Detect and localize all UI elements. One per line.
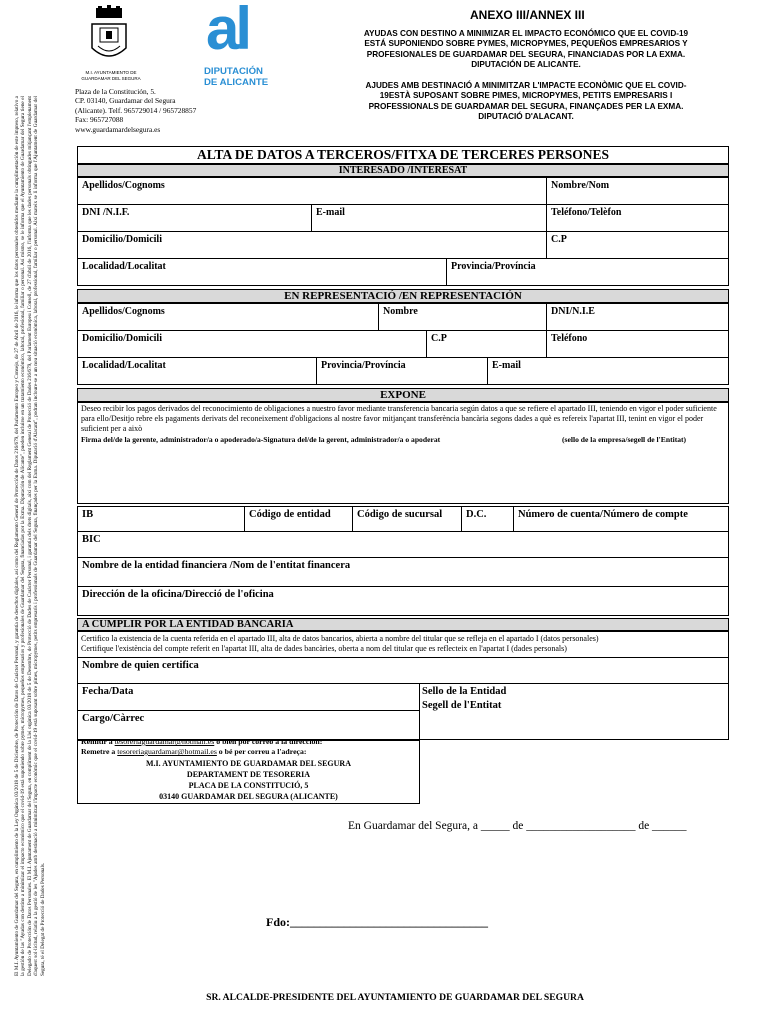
diputacion-logo: al	[206, 0, 249, 62]
address-block	[75, 87, 196, 134]
cumplir-header: A CUMPLIR POR LA ENTIDAD BANCARIA	[77, 618, 729, 631]
title-es: AYUDAS CON DESTINO A MINIMIZAR EL IMPACTO ECONÓMICO QUE EL COVID-19 ESTÁ SUPONIENDO SOBRE PYMES, MICROPYMES, PEQUEÑOS EMPRESARIOS Y PROFESIONALES DE GUARDAMAR DEL SEGURA, FINANCIADAS POR LA EXMA. DIPUTACIÓN DE ALICANTE.	[363, 29, 689, 70]
bank-direccion-field[interactable]: Dirección de la oficina/Direcció de l'oficina	[77, 586, 729, 616]
address-line: Plaza de la Constitución, 5.	[75, 87, 156, 96]
bank-cuenta-field[interactable]: Número de cuenta/Número de compte	[513, 506, 729, 532]
diputacion-name-1: DIPUTACIÓN	[204, 66, 263, 77]
interesado-dni-field[interactable]: DNI /N.I.F.	[77, 204, 312, 232]
cumplir-fecha-field[interactable]: Fecha/Data	[77, 683, 420, 711]
side-legal-note: El M.I. Ayuntamiento de Guardamar del Segura, en cumplimiento de la Ley Orgánica 03/2018 de 5 de Diciembre, de Protección de Datos de Carácter Personal, y garantía de derechos digitales, así como del Reglamento General de Protección de Datos 216/679, del Parlamento Europeo y Consejo, de 27 de Abril de 2016, le informa que los datos personales obtenidos mediante la cumplimentación de este impreso, relativo a la gestión de las "Ayudas con destino a minimizar el impacto económico que el covid-19 está suponiendo sobre pymes, micropymes, pequeños empresarios y profesionales de Guardamar del Segura, financiadas por la Exma. Diputación de Alicante", pueden incluirse en un tratamiento económico, laboral, profesional, familiar o personal. Así mismo, se le informa que el Ayuntamiento de Guardamar del Segura tiene el Delegado de Protección de Datos Personales. El M.I. Ajuntament de Guardamar del Segura, en compliment de la Llei orgànica 03/2018 de 5 de Desembre, de Protecció de Dades de Caràcter Personal, i garantia dels drets digitals, així com del Reglament General de Protecció de Dades 216/679, del Parlament Europeu i Consell, de 27 d'abril de 2016, l'informa que les dades personals obtingudes mitjançant l'emplenament d'aquest sol·licitud, relatiu a la gestió de les "Ajudes amb destinació a minimitzar l'impacte econòmic que el covid-19 està suposant sobre pimes, micropymes, petits empresaris i professionals de Guardamar del Segura, finançades per la Exma. Diputació d'Alacant", podran incloure-se a un nou situació econòmica, laboral, professional, familiar o personal. Així mateix se li informa que l'Ajuntament de Guardamar del Segura, té el Delegat de Protecció de Dades Personals.	[13, 96, 46, 977]
ayuntamiento-caption-2: GUARDAMAR DEL SEGURA	[81, 76, 141, 81]
lugar-fecha-line[interactable]: En Guardamar del Segura, a _____ de ___________________ de ______	[348, 820, 687, 832]
rep-apellidos-field[interactable]: Apellidos/Cognoms	[77, 303, 379, 331]
cumplir-sello-label-1: Sello de la Entidad	[422, 686, 507, 697]
signature-area[interactable]	[81, 446, 721, 500]
remitir-prefix: Remitir a	[81, 737, 115, 746]
address-line: (Alicante). Telf. 965729014 / 965728857	[75, 105, 197, 115]
interesado-apellidos-field[interactable]: Apellidos/Cognoms	[77, 177, 547, 205]
expone-header: EXPONE	[77, 388, 729, 402]
remitir-suffix: o bien por correo a la dirección:	[214, 737, 323, 746]
rep-cp-field[interactable]: C.P	[426, 330, 547, 358]
interesado-header: INTERESADO /INTERESAT	[77, 164, 729, 177]
rep-email-field[interactable]: E-mail	[487, 357, 729, 385]
alcalde-line: SR. ALCALDE-PRESIDENTE DEL AYUNTAMIENTO DE GUARDAMAR DEL SEGURA	[206, 992, 584, 1003]
bank-sucursal-field[interactable]: Código de sucursal	[352, 506, 462, 532]
rep-dni-field[interactable]: DNI/N.I.E	[546, 303, 729, 331]
expone-sello-label: (sello de la empresa/segell de l'Entitat)	[562, 435, 687, 444]
cumplir-text-es: Certifico la existencia de la cuenta referida en el apartado III, alta de datos bancarios, abierta a nombre del titular que se refleja en el apartado I (datos personales)	[81, 634, 599, 643]
title-va: AJUDES AMB DESTINACIÓ A MINIMITZAR L'IMPACTE ECONÒMIC QUE EL COVID-19ESTÀ SUPOSANT SOBRE PIMES, MICROPYMES, PETITS EMPRESARIS I PROFESSIONALS DE GUARDAMAR DEL SEGURA, FINANÇADES PER LA EXMA. DIPUTACIÓ D'ALACANT.	[365, 81, 687, 122]
remitir-line-2	[81, 747, 307, 756]
remetre-email-link[interactable]: tesoreriaguardamar@hotmail.es	[117, 747, 217, 756]
expone-text: Deseo recibir los pagos derivados del reconocimiento de obligaciones a nuestro favor mediante transferencia bancaria según datos a que se refiere el apartado III, teniendo en vigor el poder suficiente para ello/Desitjo rebre els pagaments derivats del reconeixement d'obligacions al nostre favor mitjançant transferència bancària segons dades a què es refereix l'apartat III, tenint en vigor el poder suficient per a això	[81, 404, 717, 433]
interesado-provincia-field[interactable]: Provincia/Província	[446, 258, 729, 286]
remitir-address-line: DEPARTAMENT DE TESORERIA	[186, 770, 311, 779]
interesado-nombre-field[interactable]: Nombre/Nom	[546, 177, 729, 205]
annex-title: ANEXO III/ANNEX III	[470, 8, 585, 22]
address-line: CP. 03140, Guardamar del Segura	[75, 96, 176, 106]
remitir-line-1	[81, 737, 322, 746]
interesado-domicilio-field[interactable]: Domicilio/Domicili	[77, 231, 547, 259]
interesado-cp-field[interactable]: C.P	[546, 231, 729, 259]
bank-dc-field[interactable]: D.C.	[461, 506, 514, 532]
bank-nombre-entidad-field[interactable]: Nombre de la entidad financiera /Nom de l'entitat financera	[77, 557, 729, 587]
cumplir-text-va: Certifique l'existència del compte referit en l'apartat III, alta de dades bancàries, oberta a nom del titular que es reflecteix en l'apartat I (dades personals)	[81, 644, 567, 653]
representacion-header: EN REPRESENTACIÓ /EN REPRESENTACIÓN	[77, 289, 729, 303]
remetre-prefix: Remetre a	[81, 747, 118, 756]
rep-telefono-field[interactable]: Teléfono	[546, 330, 729, 358]
bank-entidad-field[interactable]: Código de entidad	[244, 506, 353, 532]
form-title: ALTA DE DATOS A TERCEROS/FITXA DE TERCERES PERSONES	[77, 146, 729, 164]
cumplir-sello-label-2: Segell de l'Entitat	[422, 700, 502, 711]
diputacion-name-2: DE ALICANTE	[204, 77, 269, 88]
interesado-email-field[interactable]: E-mail	[311, 204, 547, 232]
rep-localidad-field[interactable]: Localidad/Localitat	[77, 357, 317, 385]
interesado-telefono-field[interactable]: Teléfono/Telèfon	[546, 204, 729, 232]
fdo-line[interactable]: Fdo:_________________________________	[266, 915, 488, 929]
remitir-email-link[interactable]: tesoreriaguardamar@hotmail.es	[114, 737, 215, 746]
cumplir-quien-field[interactable]: Nombre de quien certifica	[77, 657, 729, 684]
remetre-suffix: o bé per correu a l'adreça:	[216, 747, 307, 756]
ayuntamiento-caption-1: M.I. AYUNTAMIENTO DE	[85, 70, 137, 75]
ayuntamiento-crest	[86, 4, 132, 66]
address-line: Fax: 965727088	[75, 115, 124, 125]
rep-domicilio-field[interactable]: Domicilio/Domicili	[77, 330, 427, 358]
bank-bic-field[interactable]: BIC	[77, 531, 729, 558]
remitir-address	[77, 758, 420, 802]
cumplir-cargo-field[interactable]: Cargo/Càrrec	[77, 710, 420, 740]
address-line: www.guardamardelsegura.es	[75, 124, 161, 134]
remitir-address-line: M.I. AYUNTAMIENTO DE GUARDAMAR DEL SEGURA	[146, 759, 351, 768]
bank-ib-field[interactable]: IB	[77, 506, 245, 532]
remitir-address-line: PLACA DE LA CONSTITUCIÓ, 5	[188, 781, 309, 790]
remitir-address-line: 03140 GUARDAMAR DEL SEGURA (ALICANTE)	[159, 792, 338, 801]
expone-firma-label: Firma del/de la gerente, administrador/a o apoderado/a-Signatura del/de la gerent, administrador/a o apoderat	[81, 435, 441, 444]
rep-provincia-field[interactable]: Provincia/Província	[316, 357, 488, 385]
rep-nombre-field[interactable]: Nombre	[378, 303, 547, 331]
interesado-localidad-field[interactable]: Localidad/Localitat	[77, 258, 447, 286]
